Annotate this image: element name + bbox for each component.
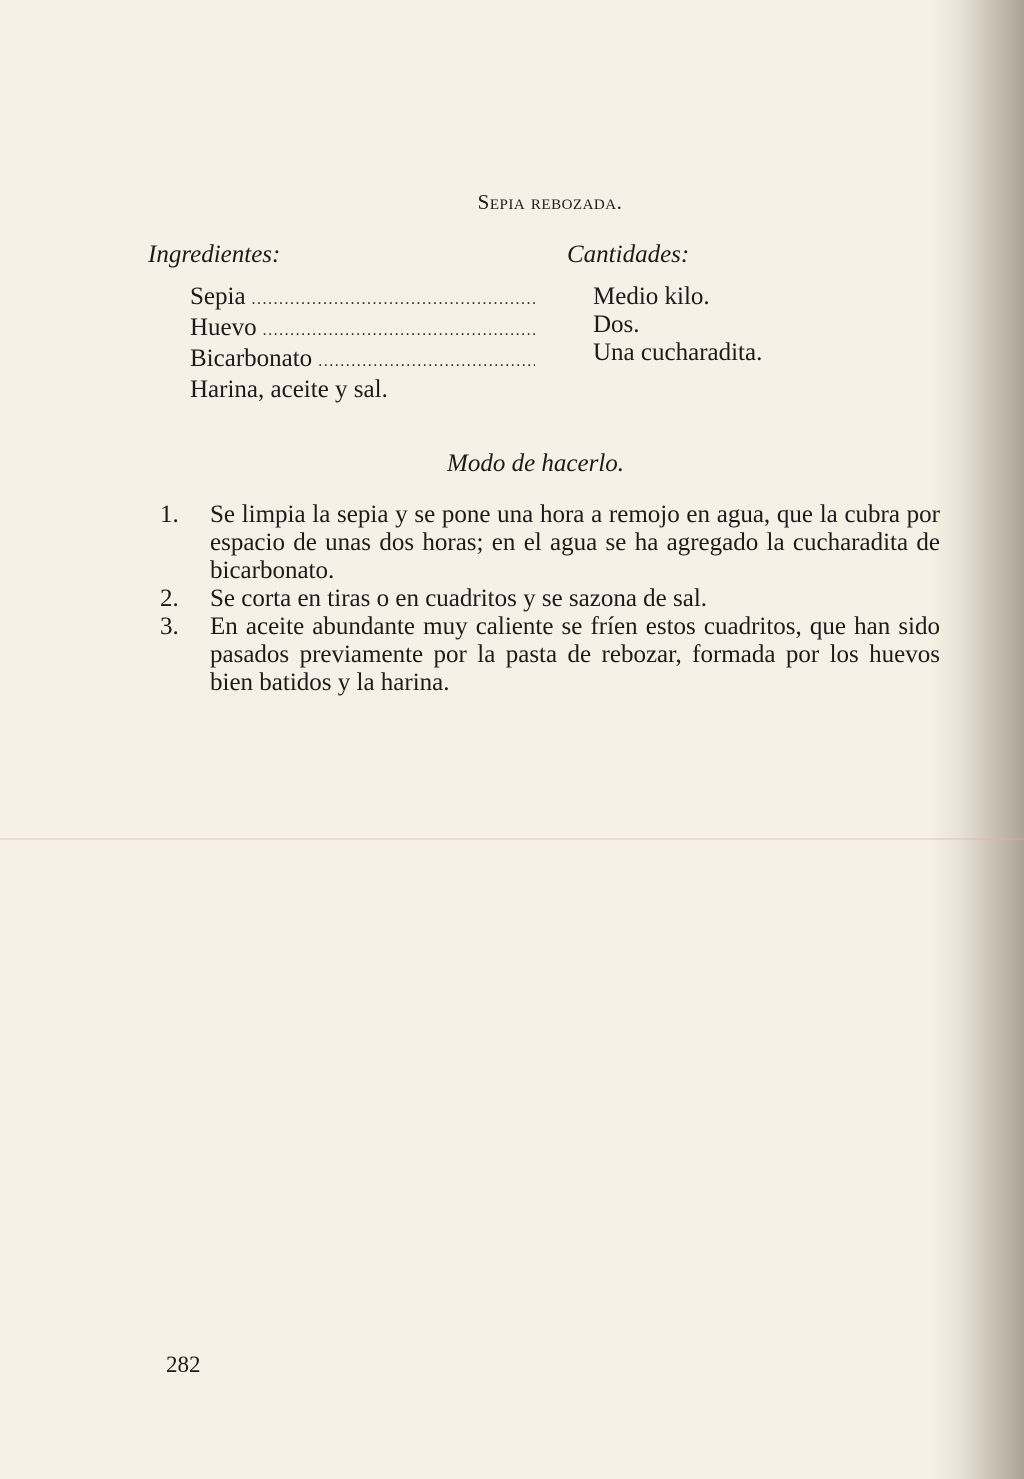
- ingredient-name: Harina, aceite y sal.: [190, 376, 388, 403]
- ingredient-name: Bicarbonato: [190, 345, 313, 372]
- step-text: Se limpia la sepia y se pone una hora a remojo en agua, que la cubra por espacio de unas dos horas; en el agua se ha agregado la cucharadita de bicarbonato.: [210, 501, 940, 584]
- ingredient-row: [190, 345, 535, 376]
- page-rule-line: [0, 838, 1024, 840]
- step-text: En aceite abundante muy caliente se fríen estos cuadritos, que han sido pasados previamente por la pasta de rebozar, formada por los huevos bien batidos y la harina.: [210, 613, 940, 696]
- dot-leader: [263, 317, 535, 345]
- ingredient-quantity: Medio kilo.: [593, 283, 710, 310]
- quantities-list: [593, 283, 762, 367]
- step-item: [160, 613, 940, 697]
- dot-leader: [252, 286, 535, 314]
- step-item: [160, 501, 940, 585]
- method-steps: [160, 501, 940, 697]
- ingredient-quantity: Dos.: [593, 311, 640, 338]
- recipe-title: Sepia rebozada.: [477, 190, 623, 214]
- step-text: Se corta en tiras o en cuadritos y se sazona de sal.: [210, 585, 708, 612]
- step-number: 3.: [160, 613, 179, 640]
- ingredient-quantity: Una cucharadita.: [593, 339, 763, 366]
- method-heading: Modo de hacerlo.: [447, 450, 625, 477]
- page-number: 282: [166, 1352, 201, 1377]
- step-item: [160, 585, 940, 613]
- ingredient-row: [190, 376, 535, 404]
- step-number: 2.: [160, 585, 179, 612]
- dot-leader: [318, 348, 535, 376]
- quantities-heading: Cantidades:: [567, 241, 690, 268]
- ingredients-list: [190, 283, 535, 404]
- ingredient-row: [190, 283, 535, 314]
- ingredient-name: Sepia: [190, 283, 246, 310]
- ingredients-heading: Ingredientes:: [148, 241, 281, 268]
- ingredient-row: [190, 314, 535, 345]
- step-number: 1.: [160, 501, 179, 528]
- ingredient-name: Huevo: [190, 314, 257, 341]
